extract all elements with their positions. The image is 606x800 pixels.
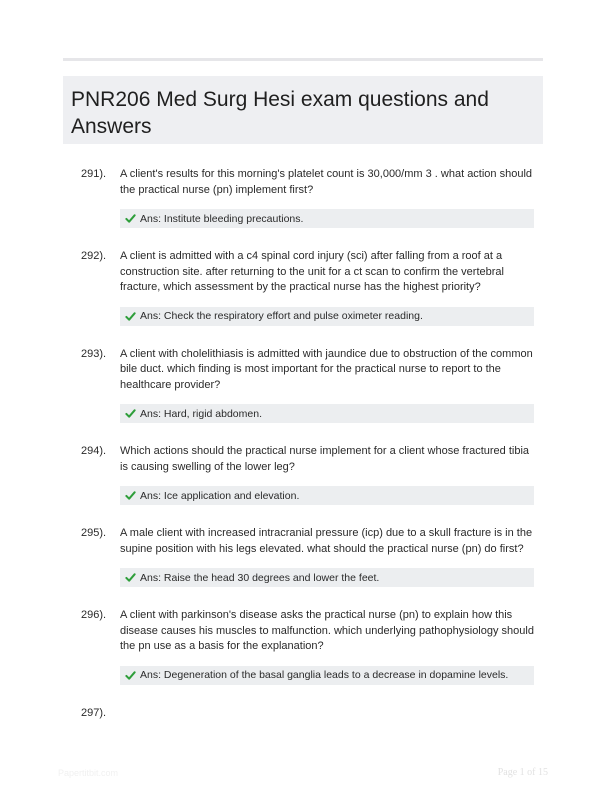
question-item (0, 608, 606, 685)
question-text: A client is admitted with a c4 spinal cord injury (sci) after falling from a roof at a construction site. after returning to the unit for a ct scan to confirm the vertebral fracture, which assessment by the practical nurse has the highest priority? (120, 250, 504, 293)
question-text: Which actions should the practical nurse implement for a client whose fractured tibia is causing swelling of the lower leg? (120, 445, 530, 473)
answer-text: Ans: Ice application and elevation. (140, 489, 300, 502)
answer-box (120, 404, 534, 423)
check-icon (125, 490, 136, 501)
question-item (0, 249, 606, 326)
answer-box (120, 209, 534, 228)
question-number: 295). (81, 527, 107, 539)
check-icon (125, 213, 136, 224)
question-text: A client with parkinson's disease asks the practical nurse (pn) to explain how this disease causes his muscles to malfunction. which underlying pathophysiology should the pn use as a basis for the explanation? (120, 609, 534, 652)
title-banner (63, 76, 543, 144)
question-item (0, 526, 606, 587)
question-item (0, 167, 606, 228)
question-text: A client with cholelithiasis is admitted with jaundice due to obstruction of the common bile duct. which finding is most important for the practical nurse to report to the healthcare provider? (120, 347, 533, 391)
answer-box (120, 568, 534, 587)
answer-box (120, 666, 534, 685)
page-title: PNR206 Med Surg Hesi exam questions and Answers (71, 88, 489, 138)
answer-text: Ans: Degeneration of the basal ganglia leads to a decrease in dopamine levels. (140, 669, 509, 681)
footer-watermark: Papertitbit.com (58, 768, 119, 778)
check-icon (125, 311, 136, 322)
check-icon (125, 572, 136, 583)
question-list (0, 167, 606, 719)
question-text: A male client with increased intracranial pressure (icp) due to a skull fracture is in the supine position with his legs elevated. what should the practical nurse (pn) do first? (120, 527, 533, 555)
check-icon (125, 408, 136, 419)
answer-text: Ans: Institute bleeding precautions. (140, 212, 304, 225)
page-indicator: Page 1 of 15 (497, 767, 548, 778)
question-number: 294). (81, 445, 107, 457)
answer-text: Ans: Check the respiratory effort and pulse oximeter reading. (140, 310, 423, 322)
question-number: 293). (81, 347, 107, 360)
question-number: 291). (81, 168, 107, 180)
question-item (0, 347, 606, 424)
check-icon (125, 670, 136, 681)
question-number: 297). (81, 706, 107, 719)
question-text: A client's results for this morning's platelet count is 30,000/mm 3 . what action should the practical nurse (pn) implement first? (120, 168, 533, 196)
answer-box (120, 307, 534, 326)
question-number: 296). (81, 609, 107, 621)
question-number: 292). (81, 250, 107, 262)
answer-box (120, 486, 534, 505)
question-item (0, 444, 606, 505)
top-divider (63, 58, 543, 61)
answer-text: Ans: Hard, rigid abdomen. (140, 407, 262, 420)
answer-text: Ans: Raise the head 30 degrees and lower the feet. (140, 571, 380, 584)
